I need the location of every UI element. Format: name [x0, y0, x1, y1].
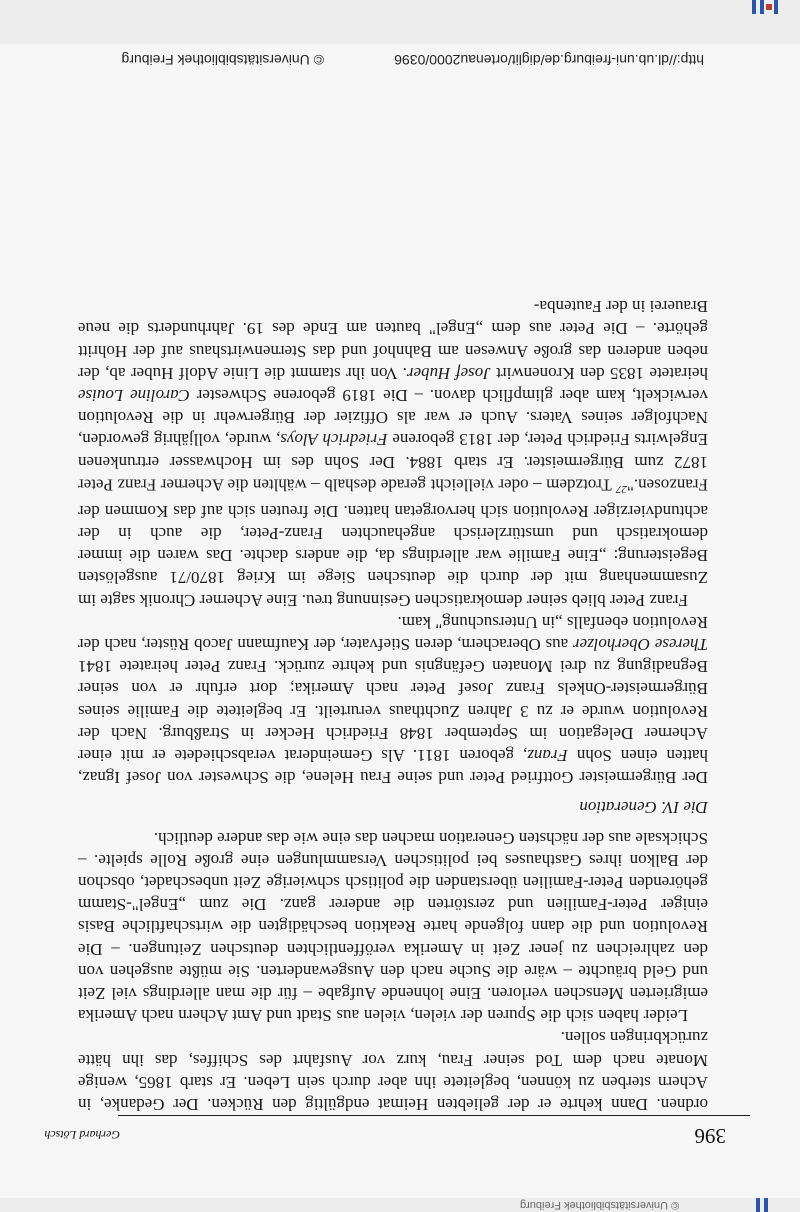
paragraph: [78, 611, 708, 789]
library-logo-icon: [756, 1198, 776, 1212]
text-run: Trotzdem – oder vielleicht gerade deshalb – wählten die Acherner Franz Peter 1872 zum Bürgermeister. Er starb 1884. Der Sohn des im Hochwasser ertrunkenen Engelwirts Friedrich Peter, der 1813 geborene: [78, 430, 708, 494]
document-page: [0, 44, 800, 1198]
italic-name: Franz: [527, 745, 568, 765]
header-rule: [118, 1115, 750, 1116]
italic-name: Friedrich Aloys: [280, 430, 388, 450]
bottom-viewer-bar: [0, 1198, 800, 1212]
library-credit-bottom: © Universitätsbibliothek Freiburg: [520, 1199, 680, 1211]
italic-name: Caroline Louise: [77, 386, 190, 406]
source-url[interactable]: http://dl.ub.uni-freiburg.de/diglit/ortenau2000/0396: [394, 52, 704, 68]
italic-name: Therese Oberholzer: [572, 634, 708, 654]
running-author: Gerhard Lötsch: [44, 1128, 120, 1142]
source-footer: [24, 48, 704, 74]
paragraph: ordnen. Dann kehrte er der geliebten Heimat endgültig den Rücken. Der Gedanke, in Achern sterben zu können, begleitete ihn aber durch sein Leben. Er starb 1865, wenige Monate nach dem Tod seiner Frau, kurz vor Ausfahrt des Schiffes, das ihn hätte zurückbringen sollen.: [78, 1028, 708, 1114]
library-credit: © Universitätsbibliothek Freiburg: [121, 52, 324, 68]
paragraph: [78, 295, 708, 611]
section-heading: Die IV. Generation: [579, 798, 708, 818]
text-run: Franz Peter blieb seiner demokratischen Gesinnung treu. Eine Acherner Chronik sagte im Zusammenhang mit der durch die deutschen Siege im Krieg 1870/71 ausgelösten Begeisterung: „Eine Familie war allerdings da, die anders dachte. Das waren die immer demokratisch und umstürzlerisch angehauchten Franz-Peter, die auch in der achtundvierziger Revolution sich hervorgetan hatten. Die freuten sich auf das Kommen der Franzosen.": [78, 474, 708, 610]
paragraph: Leider haben sich die Spuren der vielen, vielen aus Stadt und Amt Achern nach Amerika emigrierten Menschen verloren. Eine lohnende Aufgabe – für die man allerdings viel Zeit und Geld bräuchte – wäre die Suche nach den Ausgewanderten. Sie müßte ausgehen von den zahlreichen zu jener Zeit in Amerika veröffentlichten deutschen Zeitungen. – Die Revolution und die dann folgende harte Reaktion beschädigten die wirtschaftliche Basis einiger Peter-Familien und zerstörten die anderer ganz. Die zum „Engel"-Stamm gehörenden Peter-Familien überstanden die politisch schwierige Zeit unbeschadet, obschon der Balkon ihres Gasthauses bei politischen Versammlungen eine große Rolle spielte. – Schicksale aus der nächsten Generation machen das eine wie das andere deutlich.: [78, 828, 708, 1026]
text-run: aus Oberachern, deren Stiefvater, der Kaufmann Jacob Rüster, nach der Revolution ebenfalls „in Untersuchung" kam.: [77, 612, 708, 654]
text-run: heiratete 1835 den Kronenwirt: [490, 363, 708, 383]
footnote-marker: 27: [615, 482, 627, 495]
text-run: Der Bürgermeister Gottfried Peter und seine Frau Helene, die Schwester von Josef Ignaz, hatten einen Sohn: [78, 745, 708, 788]
italic-name: Josef Huber: [406, 363, 491, 383]
rotated-scan-sheet: [0, 44, 800, 1198]
text-run: , geboren 1811. Als Gemeinderat verabschiedete er mit einer Acherner Delegation im September 1848 Friedrich Hecker in Straßburg. Nach der Revolution wurde er zu 3 Jahren Zuchthaus verurteilt. Er begleitete die Familie seines Bürgermeister-Onkels Franz Josef Peter nach Amerika; dort erfuhr er von seiner Begnadigung zu drei Monaten Gefängnis und kehrte zurück. Franz Peter heiratete 1841: [77, 657, 708, 765]
text-run: . Von ihr stammt die Linie Adolf Huber ab, der neben anderen das große Anwesen am Bahnhof und das Sternenwirtshaus auf der Hohritt gehörte. – Die Peter aus dem „Engel" bauten am Ende des 19. Jahrhunderts die neue Brauerei in der Fautenba-: [78, 297, 708, 383]
body-text: [78, 295, 708, 1115]
top-viewer-bar: [0, 0, 800, 44]
page-number: 396: [694, 1124, 726, 1148]
library-logo-icon: [752, 0, 780, 14]
text-run: , wurde, volljährig geworden, Nachfolger seines Vaters. Auch er war als Offizier der Bürgerwehr in die Revolution verwickelt, kam aber glimpflich davon. – Die 1819 geborene Schwester: [78, 386, 708, 450]
